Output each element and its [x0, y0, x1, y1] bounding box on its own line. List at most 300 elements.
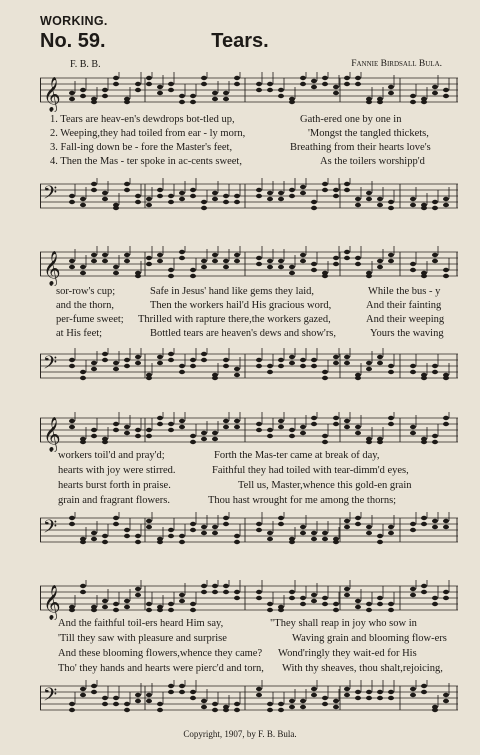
note-head — [80, 271, 86, 275]
note-head — [333, 705, 339, 709]
note-head — [212, 702, 218, 706]
note-head — [278, 364, 284, 368]
note-head — [234, 534, 240, 538]
note-head — [344, 425, 350, 429]
verse-2-line-c: And their fainting — [366, 300, 442, 311]
note-head — [366, 525, 372, 529]
note-head — [432, 434, 438, 438]
note-head — [135, 200, 141, 204]
note-head — [201, 206, 207, 210]
note-head — [311, 599, 317, 603]
note-head — [157, 91, 163, 95]
bass-clef-icon: 𝄢 — [43, 685, 58, 710]
note-head — [278, 702, 284, 706]
note-head — [267, 708, 273, 712]
verse-4-line-b: Thou hast wrought for me among the thorns; — [208, 495, 397, 506]
note-head — [410, 203, 416, 207]
note-head — [256, 188, 262, 192]
note-head — [157, 702, 163, 706]
note-head — [223, 194, 229, 198]
note-head — [443, 596, 449, 600]
note-head — [333, 256, 339, 260]
note-head — [355, 425, 361, 429]
note-head — [146, 608, 152, 612]
note-head — [91, 531, 97, 535]
note-head — [124, 100, 130, 104]
note-head — [322, 82, 328, 86]
note-head — [234, 253, 240, 257]
note-head — [344, 188, 350, 192]
note-head — [168, 358, 174, 362]
note-head — [366, 602, 372, 606]
note-head — [355, 256, 361, 260]
treble-clef-icon: 𝄞 — [43, 77, 61, 112]
note-head — [80, 203, 86, 207]
note-head — [289, 194, 295, 198]
note-head — [69, 358, 75, 362]
note-head — [80, 376, 86, 380]
note-head — [201, 76, 207, 80]
note-head — [344, 687, 350, 691]
note-head — [300, 596, 306, 600]
note-head — [80, 88, 86, 92]
note-head — [212, 590, 218, 594]
note-head — [179, 540, 185, 544]
note-head — [179, 191, 185, 195]
note-head — [421, 206, 427, 210]
note-head — [91, 537, 97, 541]
note-head — [322, 537, 328, 541]
note-head — [223, 419, 229, 423]
note-head — [190, 522, 196, 526]
note-head — [69, 708, 75, 712]
note-head — [388, 200, 394, 204]
note-head — [267, 82, 273, 86]
note-head — [410, 587, 416, 591]
note-head — [366, 696, 372, 700]
note-head — [256, 88, 262, 92]
note-head — [443, 274, 449, 278]
note-head — [333, 540, 339, 544]
note-head — [443, 88, 449, 92]
note-head — [267, 370, 273, 374]
note-head — [311, 687, 317, 691]
note-head — [366, 361, 372, 365]
note-head — [179, 425, 185, 429]
note-head — [410, 268, 416, 272]
note-head — [355, 197, 361, 201]
note-head — [355, 262, 361, 266]
verse-1-line-b: Safe in Jesus' hand like gems they laid, — [150, 286, 315, 297]
note-head — [190, 100, 196, 104]
note-head — [80, 440, 86, 444]
treble-clef-icon: 𝄞 — [43, 585, 61, 620]
note-head — [410, 593, 416, 597]
note-head — [333, 699, 339, 703]
note-head — [256, 428, 262, 432]
note-head — [322, 696, 328, 700]
note-head — [168, 428, 174, 432]
note-head — [80, 693, 86, 697]
note-head — [344, 182, 350, 186]
note-head — [267, 434, 273, 438]
note-head — [289, 355, 295, 359]
note-head — [256, 262, 262, 266]
note-head — [179, 419, 185, 423]
note-head — [234, 425, 240, 429]
note-head — [190, 364, 196, 368]
verse-1-line-b: Forth the Mas-ter came at break of day, — [214, 450, 380, 461]
note-head — [311, 268, 317, 272]
note-head — [146, 256, 152, 260]
note-head — [223, 425, 229, 429]
note-head — [289, 434, 295, 438]
note-head — [157, 355, 163, 359]
note-head — [135, 428, 141, 432]
note-head — [168, 684, 174, 688]
note-head — [443, 94, 449, 98]
note-head — [102, 88, 108, 92]
note-head — [190, 602, 196, 606]
note-head — [91, 428, 97, 432]
note-head — [443, 590, 449, 594]
note-head — [190, 268, 196, 272]
note-head — [146, 197, 152, 201]
note-head — [289, 271, 295, 275]
composer-credit: F. B. B. — [70, 59, 101, 70]
note-head — [201, 437, 207, 441]
note-head — [91, 608, 97, 612]
note-head — [388, 364, 394, 368]
note-head — [322, 702, 328, 706]
note-head — [135, 194, 141, 198]
copyright-notice: Copyright, 1907, by F. B. Bula. — [183, 729, 297, 739]
note-head — [91, 188, 97, 192]
note-head — [201, 431, 207, 435]
note-head — [410, 364, 416, 368]
verse-3-line-a: hearts burst forth in praise. — [58, 480, 171, 491]
note-head — [80, 94, 86, 98]
note-head — [69, 522, 75, 526]
note-head — [377, 596, 383, 600]
note-head — [201, 352, 207, 356]
note-head — [388, 206, 394, 210]
verse-4-line-b: Bottled tears are heaven's dews and show'rs, — [150, 328, 337, 339]
note-head — [212, 708, 218, 712]
note-head — [113, 422, 119, 426]
note-head — [146, 699, 152, 703]
note-head — [113, 367, 119, 371]
note-head — [443, 422, 449, 426]
note-head — [113, 696, 119, 700]
note-head — [322, 274, 328, 278]
note-head — [102, 440, 108, 444]
note-head — [300, 185, 306, 189]
note-head — [311, 693, 317, 697]
note-head — [124, 188, 130, 192]
note-head — [234, 259, 240, 263]
verse-4-line-a: at His feet; — [56, 328, 103, 339]
note-head — [201, 590, 207, 594]
note-head — [410, 687, 416, 691]
note-head — [102, 94, 108, 98]
note-head — [223, 708, 229, 712]
note-head — [146, 519, 152, 523]
note-head — [355, 203, 361, 207]
note-head — [410, 693, 416, 697]
note-head — [355, 76, 361, 80]
note-head — [289, 265, 295, 269]
note-head — [278, 516, 284, 520]
note-head — [267, 537, 273, 541]
note-head — [300, 82, 306, 86]
note-head — [388, 602, 394, 606]
note-head — [146, 76, 152, 80]
note-head — [69, 265, 75, 269]
note-head — [102, 599, 108, 603]
note-head — [212, 253, 218, 257]
note-head — [102, 352, 108, 356]
note-head — [102, 197, 108, 201]
note-head — [355, 376, 361, 380]
note-head — [421, 100, 427, 104]
note-head — [344, 525, 350, 529]
note-head — [223, 584, 229, 588]
note-head — [91, 367, 97, 371]
note-head — [234, 590, 240, 594]
note-head — [256, 194, 262, 198]
note-head — [212, 431, 218, 435]
verse-3-line-b: Tell us, Master,whence this gold-en grain — [238, 480, 412, 491]
note-head — [311, 358, 317, 362]
note-head — [278, 608, 284, 612]
note-head — [157, 422, 163, 426]
note-head — [102, 702, 108, 706]
note-head — [157, 85, 163, 89]
verse-4-line-a: grain and fragrant flowers. — [58, 495, 170, 506]
note-head — [377, 602, 383, 606]
note-head — [278, 191, 284, 195]
note-head — [344, 250, 350, 254]
note-head — [135, 361, 141, 365]
bass-staff — [40, 178, 458, 218]
note-head — [344, 355, 350, 359]
note-head — [168, 690, 174, 694]
note-head — [311, 364, 317, 368]
note-head — [124, 534, 130, 538]
note-head — [311, 200, 317, 204]
note-head — [377, 540, 383, 544]
note-head — [179, 534, 185, 538]
note-head — [377, 197, 383, 201]
note-head — [410, 522, 416, 526]
note-head — [91, 690, 97, 694]
note-head — [113, 516, 119, 520]
note-head — [223, 516, 229, 520]
note-head — [410, 528, 416, 532]
note-head — [234, 367, 240, 371]
note-head — [443, 519, 449, 523]
note-head — [146, 602, 152, 606]
note-head — [388, 608, 394, 612]
verse-4-line-b: As the toilers worshipp'd — [320, 156, 425, 167]
note-head — [333, 91, 339, 95]
note-head — [212, 97, 218, 101]
note-head — [190, 434, 196, 438]
note-head — [168, 82, 174, 86]
note-head — [113, 206, 119, 210]
note-head — [432, 364, 438, 368]
note-head — [289, 705, 295, 709]
note-head — [388, 416, 394, 420]
note-head — [443, 203, 449, 207]
treble-staff — [40, 412, 458, 452]
note-head — [201, 259, 207, 263]
note-head — [124, 358, 130, 362]
note-head — [333, 608, 339, 612]
note-head — [190, 690, 196, 694]
note-head — [410, 94, 416, 98]
note-head — [168, 268, 174, 272]
treble-clef-icon: 𝄞 — [43, 417, 61, 452]
note-head — [278, 197, 284, 201]
note-head — [234, 82, 240, 86]
note-head — [113, 271, 119, 275]
note-head — [366, 440, 372, 444]
note-head — [135, 593, 141, 597]
note-head — [69, 91, 75, 95]
note-head — [355, 605, 361, 609]
note-head — [102, 191, 108, 195]
note-head — [388, 690, 394, 694]
note-head — [432, 200, 438, 204]
note-head — [267, 88, 273, 92]
note-head — [377, 690, 383, 694]
verse-2-line-b: Waving grain and blooming flow-ers — [292, 633, 447, 644]
note-head — [212, 531, 218, 535]
note-head — [366, 274, 372, 278]
note-head — [124, 702, 130, 706]
note-head — [344, 82, 350, 86]
note-head — [322, 76, 328, 80]
note-head — [421, 590, 427, 594]
note-head — [256, 358, 262, 362]
note-head — [168, 534, 174, 538]
note-head — [322, 182, 328, 186]
note-head — [146, 376, 152, 380]
note-head — [179, 364, 185, 368]
note-head — [377, 696, 383, 700]
note-head — [322, 440, 328, 444]
note-head — [212, 584, 218, 588]
note-head — [124, 599, 130, 603]
note-head — [322, 531, 328, 535]
note-head — [377, 534, 383, 538]
note-head — [168, 200, 174, 204]
note-head — [443, 376, 449, 380]
note-head — [388, 85, 394, 89]
note-head — [80, 265, 86, 269]
note-head — [201, 265, 207, 269]
note-head — [300, 76, 306, 80]
note-head — [355, 599, 361, 603]
note-head — [69, 608, 75, 612]
note-head — [146, 525, 152, 529]
note-head — [113, 265, 119, 269]
note-head — [432, 525, 438, 529]
note-head — [212, 91, 218, 95]
note-head — [344, 693, 350, 697]
note-head — [388, 91, 394, 95]
note-head — [113, 76, 119, 80]
note-head — [311, 531, 317, 535]
note-head — [146, 262, 152, 266]
note-head — [190, 440, 196, 444]
note-head — [432, 91, 438, 95]
note-head — [135, 274, 141, 278]
note-head — [179, 370, 185, 374]
note-head — [157, 416, 163, 420]
bass-clef-icon: 𝄢 — [43, 183, 58, 208]
verse-1-line-c: While the bus - y — [368, 286, 441, 297]
note-head — [91, 259, 97, 263]
note-head — [135, 355, 141, 359]
note-head — [355, 690, 361, 694]
section-label: WORKING. — [40, 14, 108, 28]
note-head — [135, 534, 141, 538]
note-head — [311, 422, 317, 426]
note-head — [124, 528, 130, 532]
note-head — [256, 364, 262, 368]
note-head — [190, 528, 196, 532]
note-head — [190, 608, 196, 612]
note-head — [300, 531, 306, 535]
note-head — [289, 428, 295, 432]
note-head — [432, 440, 438, 444]
note-head — [410, 100, 416, 104]
note-head — [333, 416, 339, 420]
treble-clef-icon: 𝄞 — [43, 251, 61, 286]
note-head — [201, 82, 207, 86]
note-head — [234, 419, 240, 423]
note-head — [135, 693, 141, 697]
note-head — [432, 85, 438, 89]
note-head — [256, 687, 262, 691]
note-head — [443, 416, 449, 420]
note-head — [333, 355, 339, 359]
note-head — [388, 253, 394, 257]
note-head — [432, 259, 438, 263]
note-head — [102, 696, 108, 700]
verse-1-line-a: And the faithful toil-ers heard Him say, — [58, 618, 224, 629]
note-head — [278, 419, 284, 423]
note-head — [234, 596, 240, 600]
note-head — [322, 596, 328, 600]
note-head — [366, 608, 372, 612]
note-head — [135, 82, 141, 86]
note-head — [377, 259, 383, 263]
note-head — [355, 522, 361, 526]
bass-clef-icon: 𝄢 — [43, 517, 58, 542]
note-head — [212, 197, 218, 201]
note-head — [102, 605, 108, 609]
note-head — [377, 440, 383, 444]
note-head — [300, 358, 306, 362]
note-head — [300, 705, 306, 709]
note-head — [344, 256, 350, 260]
note-head — [267, 191, 273, 195]
note-head — [256, 522, 262, 526]
